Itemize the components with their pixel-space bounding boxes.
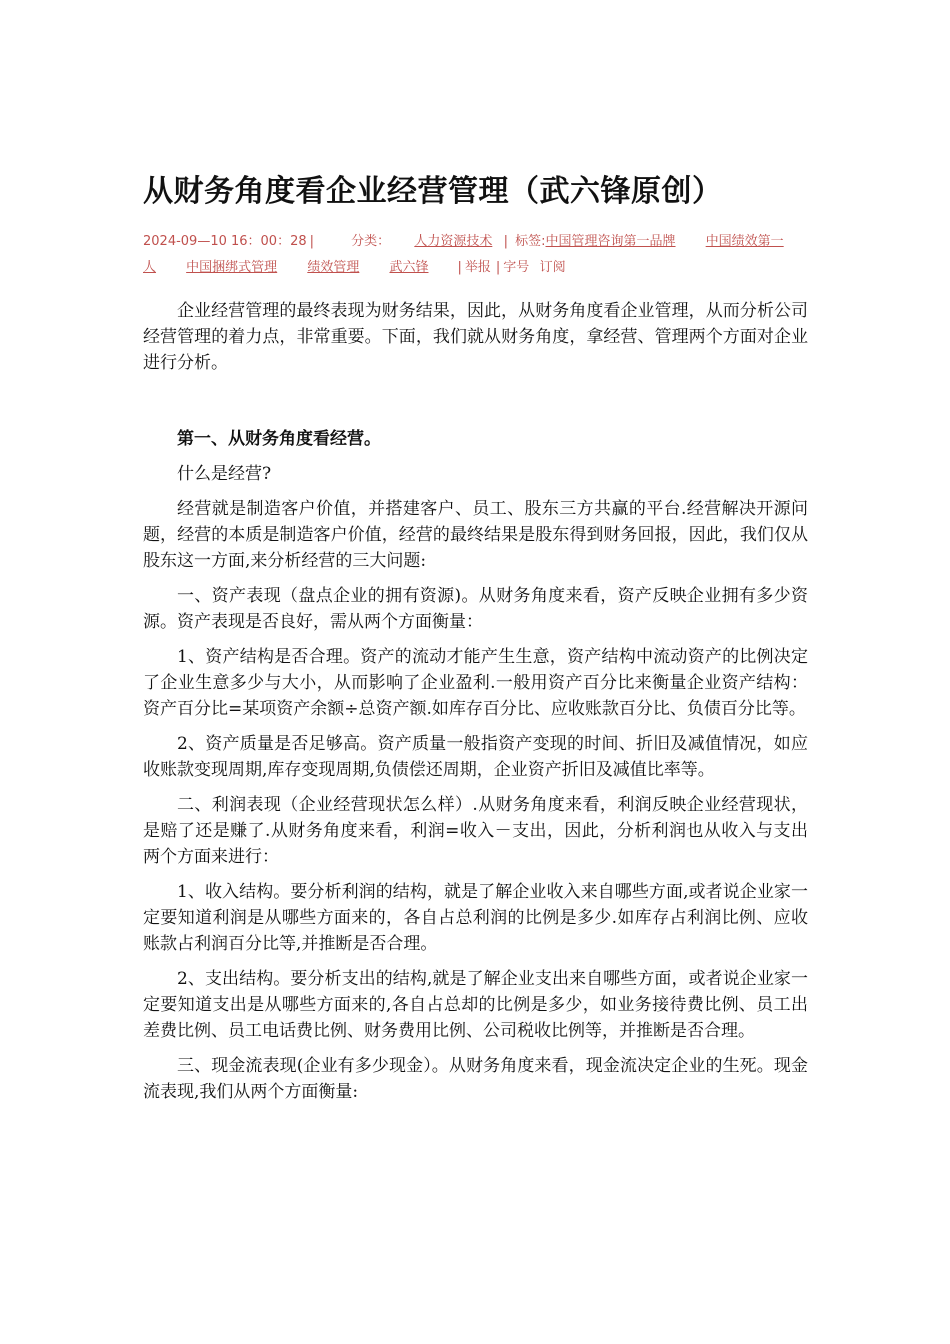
tag-link[interactable]: 绩效管理 [307,260,360,275]
section-heading: 第一、从财务角度看经营。 [177,429,381,449]
separator: | [499,234,508,249]
separator: | [495,260,501,275]
intro-paragraph: 企业经营管理的最终表现为财务结果，因此，从财务角度看企业管理，从而分析公司经营管理的着力点，非常重要。下面，我们就从财务角度，拿经营、管理两个方面对企业进行分析。 [143,301,808,373]
tag-link[interactable]: 中国绩效第一人 [143,234,784,275]
paragraph: 1、资产结构是否合理。资产的流动才能产生生意，资产结构中流动资产的比例决定了企业生意多少与大小，从而影响了企业盈利.一般用资产百分比来衡量企业资产结构：资产百分比=某项资产余额÷总资产额.如库存百分比、应收账款百分比、负债百分比等。 [143,647,808,719]
article-body [143,298,808,1114]
article-meta [143,229,808,281]
paragraph: 经营就是制造客户价值，并搭建客户、员工、股东三方共赢的平台.经营解决开源问题，经营的本质是制造客户价值，经营的最终结果是股东得到财务回报，因此，我们仅从股东这一方面,来分析经营的三大问题: [143,499,808,571]
separator: | [457,260,462,275]
tag-link[interactable]: 武六锋 [389,260,429,275]
paragraph: 三、现金流表现(企业有多少现金）。从财务角度来看，现金流决定企业的生死。现金流表现,我们从两个方面衡量: [143,1056,808,1102]
article-title: 从财务角度看企业经营管理（武六锋原创） [143,174,723,209]
paragraph: 一、资产表现（盘点企业的拥有资源)。从财务角度来看，资产反映企业拥有多少资源。资产表现是否良好，需从两个方面衡量： [143,586,808,632]
category-link[interactable]: 人力资源技术 [414,234,493,249]
paragraph: 2、资产质量是否足够高。资产质量一般指资产变现的时间、折旧及减值情况，如应收账款变现周期,库存变现周期,负债偿还周期，企业资产折旧及减值比率等。 [143,734,808,780]
paragraph: 1、收入结构。要分析利润的结构，就是了解企业收入来自哪些方面,或者说企业家一定要知道利润是从哪些方面来的，各自占总利润的比例是多少.如库存占利润比例、应收账款占利润百分比等,并推断是否合理。 [143,882,808,954]
tag-link[interactable]: 中国捆绑式管理 [186,260,278,275]
paragraph: 2、支出结构。要分析支出的结构,就是了解企业支出来自哪些方面，或者说企业家一定要知道支出是从哪些方面来的,各自占总却的比例是多少，如业务接待费比例、员工出差费比例、员工电话费比例、财务费用比例、公司税收比例等，并推断是否合理。 [143,969,808,1041]
subscribe-link[interactable]: 订阅 [539,260,566,275]
separator: | [309,234,315,249]
tags-label: 标签: [515,234,546,249]
font-size-link[interactable]: 字号 [503,260,530,275]
paragraph: 什么是经营? [177,464,272,484]
post-datetime: 2024-09—10 16：00：28 [143,234,307,249]
paragraph: 二、利润表现（企业经营现状怎么样）.从财务角度来看，利润反映企业经营现状，是赔了还是赚了.从财务角度来看，利润=收入－支出，因此，分析利润也从收入与支出两个方面来进行： [143,795,808,867]
report-link[interactable]: 举报 [464,260,491,275]
tag-link[interactable]: 中国管理咨询第一品牌 [545,234,676,249]
category-label: 分类： [351,234,391,249]
